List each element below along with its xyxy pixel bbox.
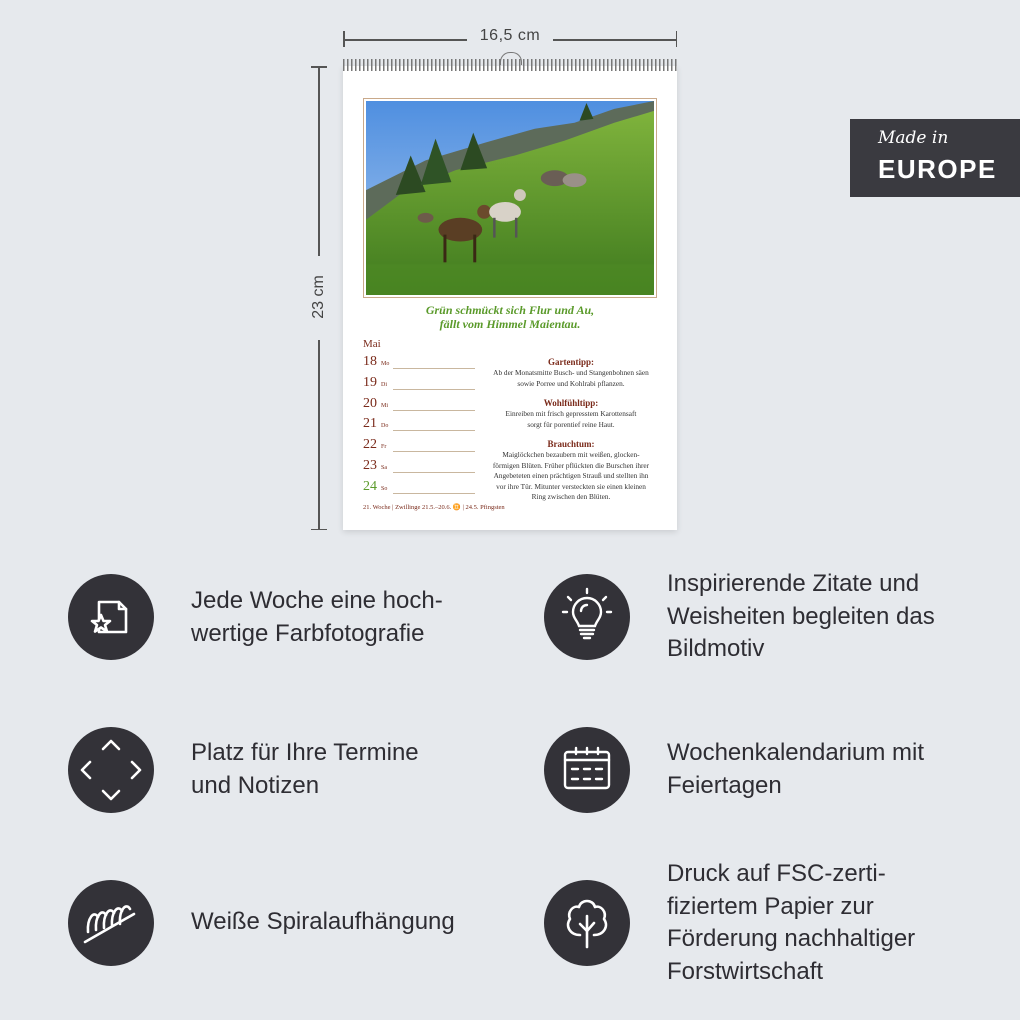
day-abbr: Sa [381,464,387,471]
garden-text [483,368,659,389]
custom-heading: Brauchtum: [547,439,595,449]
custom-text [483,450,659,503]
quote [343,303,677,331]
note-line [393,430,475,431]
note-line [393,472,475,473]
feature-line: Inspirierende Zitate und [667,570,920,597]
height-label: 23 cm [310,275,327,319]
day-abbr: Do [381,423,389,430]
custom-text-line: Ring zwischen den Blüten. [531,492,611,501]
width-dimension [343,27,677,47]
feature-line: fiziertem Papier zur [667,892,874,920]
goats-photo [363,98,657,298]
feature-line: Weiße Spiralaufhängung [191,908,455,935]
calendar-icon [544,727,630,813]
photo-star-icon [68,574,154,660]
note-line [393,389,475,390]
garden-text-line: Ab der Monatsmitte Busch- und Stangenbohnen säen [493,368,649,377]
day-number: 24 [363,478,377,494]
expand-arrows-icon [68,727,154,813]
quote-line1: Grün schmückt sich Flur und Au, [425,303,595,317]
day-abbr: So [381,485,388,492]
day-row [363,375,475,396]
wellness-text [483,409,659,430]
feature-line: Platz für Ihre Termine [191,739,419,766]
day-number: 20 [363,395,377,411]
day-abbr: Mi [381,402,389,409]
note-line [393,451,475,452]
day-row [363,416,475,437]
wellness-text-line: sorgt für porentief reine Haut. [527,419,615,429]
day-row [363,396,475,417]
feature-line: Bildmotiv [667,635,765,662]
lightbulb-icon [544,574,630,660]
note-line [393,410,475,411]
feature-line: Forstwirtschaft [667,957,824,985]
quote-line2: fällt vom Himmel Maientau. [439,317,581,331]
day-number: 19 [363,374,377,390]
custom-text-line: vor ihre Tür. Mitunter versteckten sie einen kleinen [496,481,646,491]
custom-text-line: Angebeteten einen prächtigen Strauß und stellten ihn [493,471,649,480]
made-in-europe-badge [850,119,1020,197]
day-row [363,354,475,375]
feature-text-photo [191,585,443,650]
feature-text-notes [191,737,419,802]
day-row [363,458,475,479]
feature-line: wertige Farbfotografie [191,619,425,647]
day-list [363,354,475,500]
day-number: 23 [363,457,377,473]
note-line [393,493,475,494]
feature-line: Jede Woche eine hoch- [191,587,443,614]
day-row [363,437,475,458]
custom-text-line: Maiglöckchen bezaubern mit weißen, glocken- [502,450,640,459]
badge-europe: EUROPE [878,154,997,184]
feature-text-calendar [667,737,924,802]
feature-line: Druck auf FSC-zerti- [667,860,886,887]
day-abbr: Mo [381,361,390,367]
month-label: Mai [363,338,381,350]
tree-icon [544,880,630,966]
feature-text-fsc [667,858,915,988]
calendar-footer: 21. Woche | Zwillinge 21.5.–20.6. ♊ | 24.5. Pfingsten [363,504,505,511]
hanger-hook [500,52,522,65]
width-label: 16,5 cm [479,27,541,44]
feature-line: Feiertagen [667,771,782,799]
day-number: 18 [363,354,377,369]
note-line [393,368,475,369]
spiral-icon [68,880,154,966]
custom-text-line: förmigen Blüten. Früher pflückten die Burschen ihrer [492,460,650,470]
wellness-text-line: Einreiben mit frisch gepresstem Karottensaft [505,409,637,418]
feature-text-quotes [667,568,935,666]
wellness-heading: Wohlfühltipp: [543,398,599,408]
feature-line: Weisheiten begleiten das [667,602,935,630]
feature-line: Förderung nachhaltiger [667,925,916,952]
day-number: 22 [363,437,377,453]
feature-line: Wochenkalendarium mit [667,739,925,766]
badge-script: Made in [878,128,949,148]
feature-line: und Notizen [191,771,320,799]
garden-text-line: sowie Porree und Kohlrabi pflanzen. [517,378,625,388]
garden-heading: Gartentipp: [548,357,594,367]
feature-text-spiral [191,906,455,939]
day-row [363,479,475,500]
day-number: 21 [363,416,377,432]
day-abbr: Di [381,381,387,388]
tips-panel [483,351,659,503]
day-abbr: Fr [381,444,387,451]
height-dimension [311,66,327,530]
calendar-preview [343,66,677,530]
